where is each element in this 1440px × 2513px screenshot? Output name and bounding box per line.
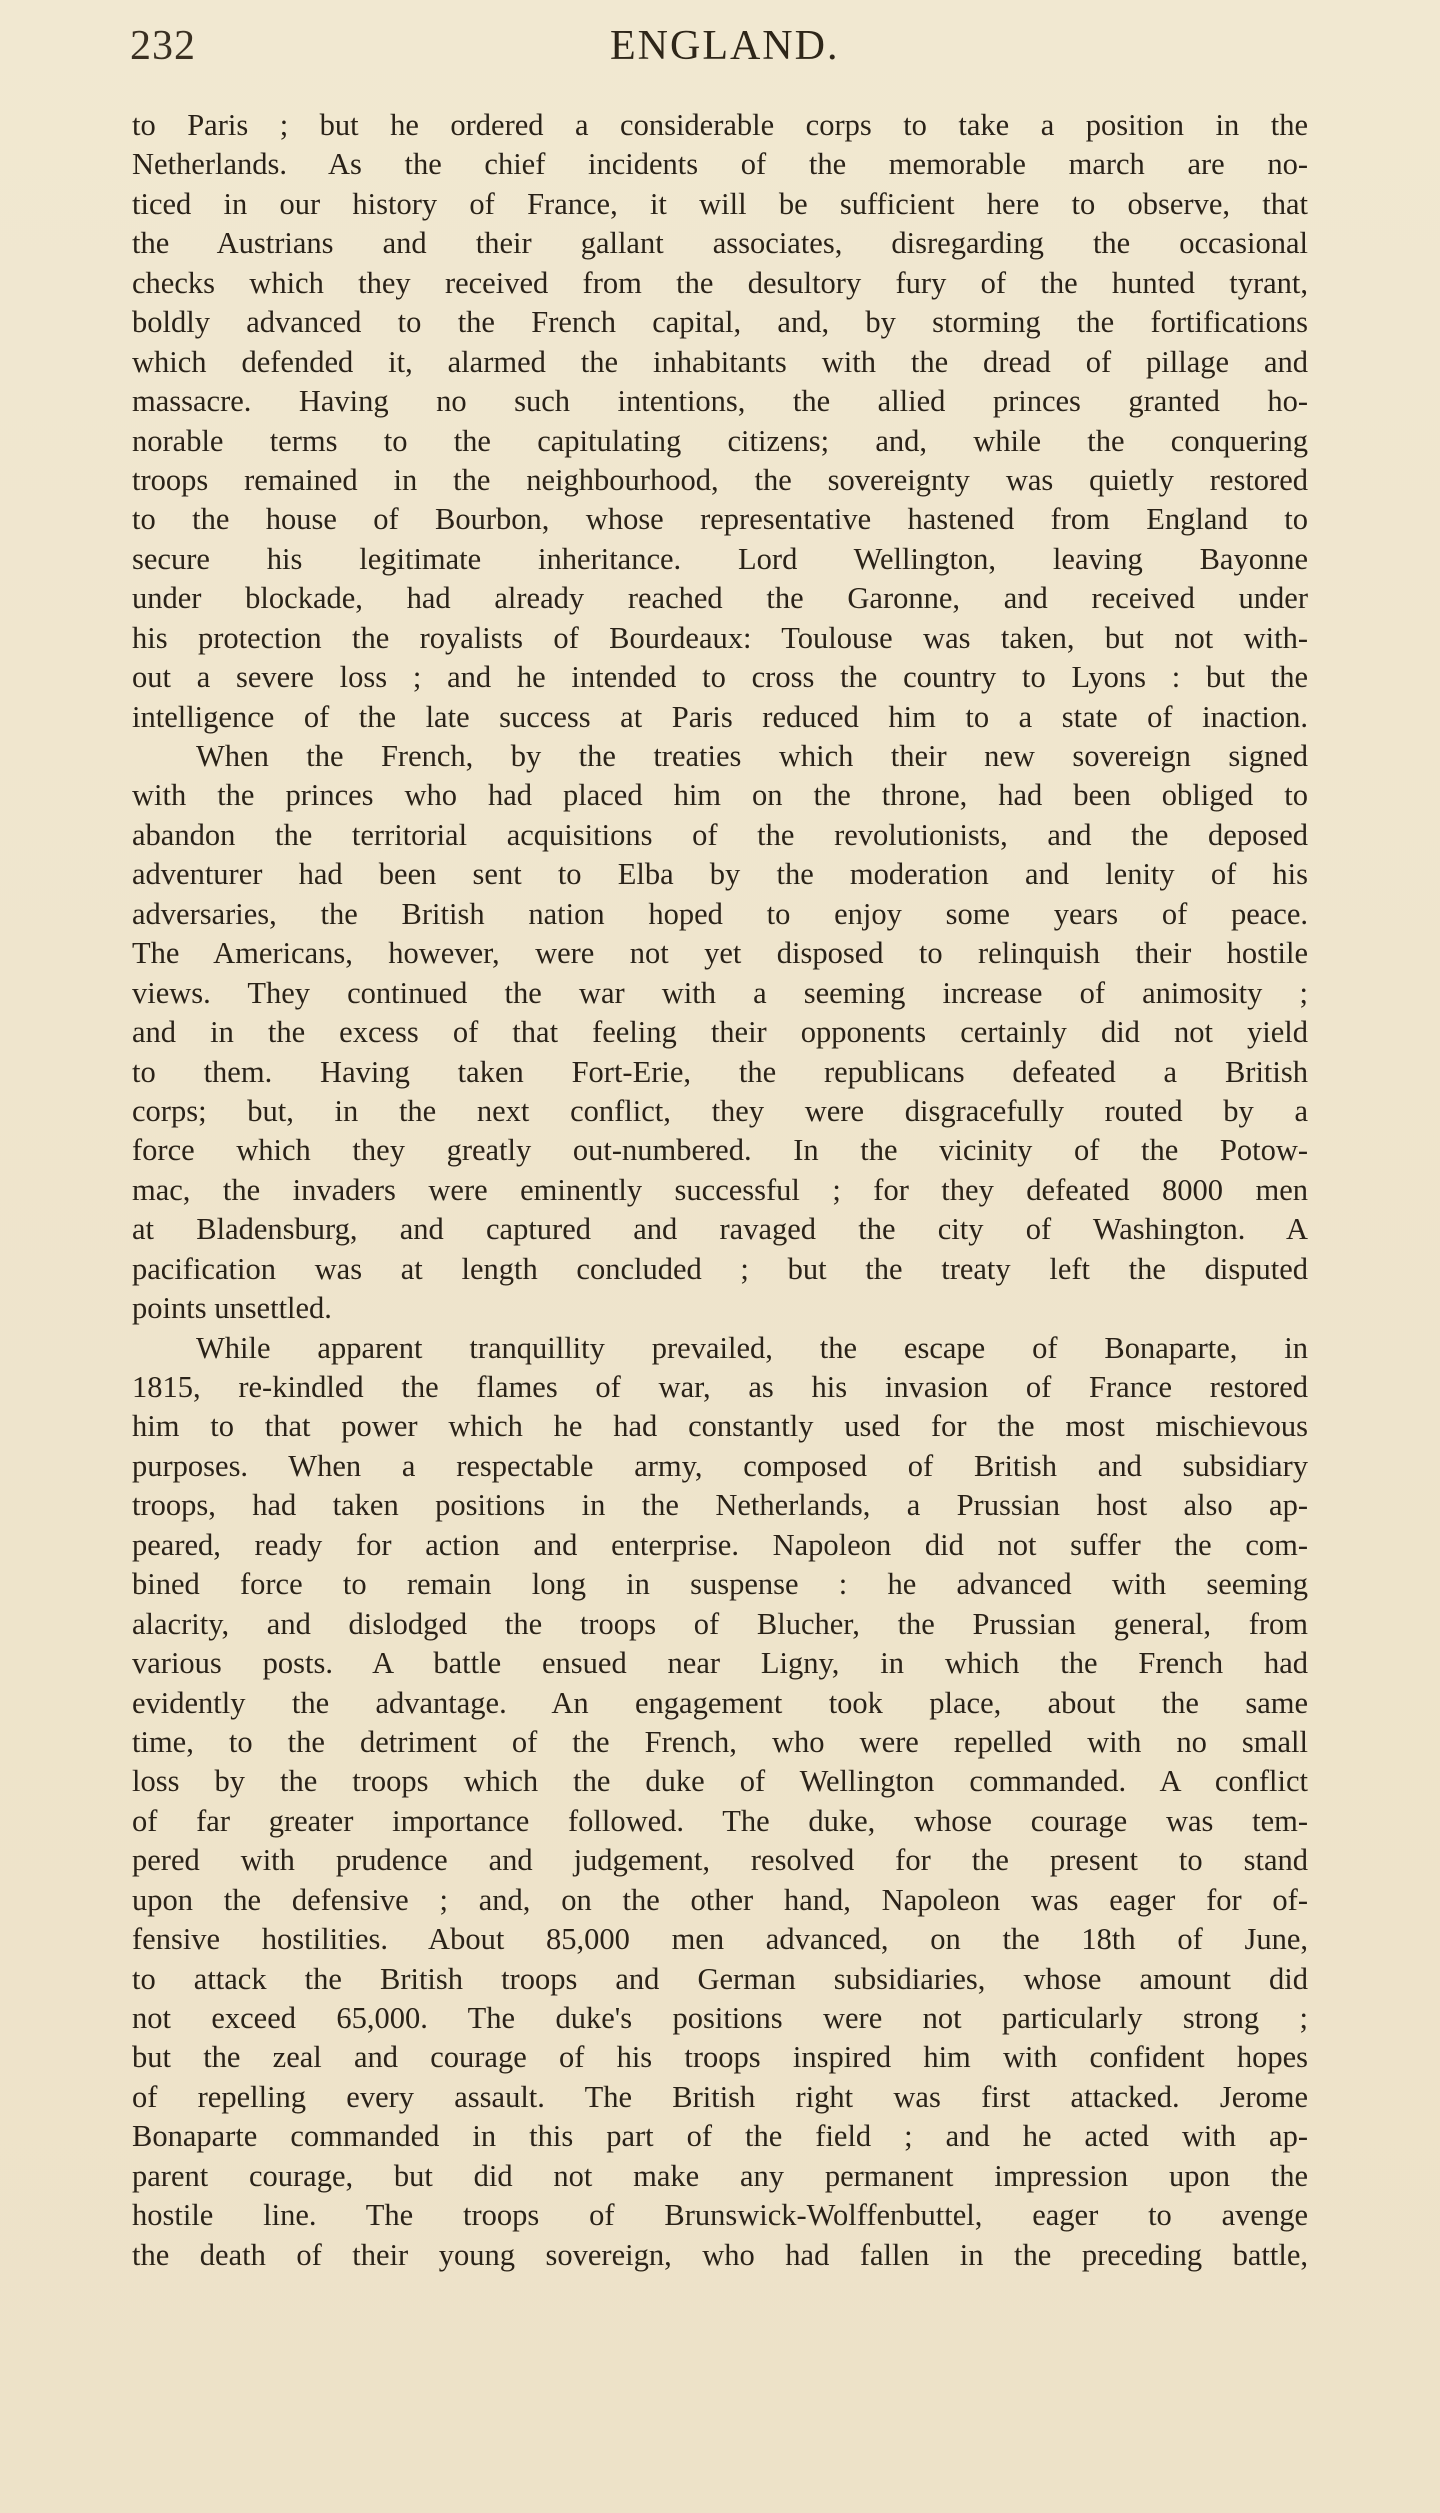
text-line: massacre. Having no such intentions, the allied princes granted ho- [132, 384, 1308, 419]
text-line: not exceed 65,000. The duke's positions were not particularly strong ; [132, 2001, 1308, 2035]
text-line: his protection the royalists of Bourdeaux: Toulouse was taken, but not with- [132, 620, 1308, 655]
running-head: ENGLAND. [610, 23, 840, 69]
text-line: adventurer had been sent to Elba by the moderation and lenity of his [132, 857, 1308, 892]
text-line: 1815, re-kindled the flames of war, as his invasion of France restored [132, 1370, 1308, 1404]
text-line: views. They continued the war with a seeming increase of animosity ; [132, 975, 1308, 1010]
text-line: When the French, by the treaties which their new sovereign signed [196, 739, 1308, 773]
text-line: purposes. When a respectable army, composed of British and subsidiary [132, 1448, 1308, 1483]
text-line: fensive hostilities. About 85,000 men advanced, on the 18th of June, [132, 1922, 1308, 1957]
page-number: 232 [130, 23, 196, 69]
text-line: The Americans, however, were not yet disposed to relinquish their hostile [132, 936, 1308, 971]
text-line: to them. Having taken Fort-Erie, the republicans defeated a British [132, 1054, 1308, 1089]
text-line: corps; but, in the next conflict, they were disgracefully routed by a [132, 1093, 1308, 1128]
page-header [130, 22, 1310, 82]
text-line: the Austrians and their gallant associates, disregarding the occasional [132, 226, 1308, 261]
text-line: and in the excess of that feeling their opponents certainly did not yield [132, 1015, 1308, 1050]
text-line: While apparent tranquillity prevailed, the escape of Bonaparte, in [196, 1330, 1308, 1365]
text-line: secure his legitimate inheritance. Lord Wellington, leaving Bayonne [132, 541, 1308, 576]
text-line: peared, ready for action and enterprise. Napoleon did not suffer the com- [132, 1527, 1308, 1562]
text-line: points unsettled. [132, 1291, 332, 1326]
text-line: bined force to remain long in suspense : he advanced with seeming [132, 1567, 1308, 1602]
text-line: adversaries, the British nation hoped to enjoy some years of peace. [132, 896, 1308, 931]
text-line: hostile line. The troops of Brunswick-Wolffenbuttel, eager to avenge [132, 2198, 1308, 2233]
text-line: boldly advanced to the French capital, and, by storming the fortifications [132, 305, 1308, 340]
text-line: time, to the detriment of the French, who were repelled with no small [132, 1724, 1308, 1759]
text-line: him to that power which he had constantly used for the most mischievous [132, 1409, 1308, 1444]
text-line: ticed in our history of France, it will be sufficient here to observe, that [132, 186, 1308, 221]
body-text [132, 106, 1308, 2275]
text-line: out a severe loss ; and he intended to cross the country to Lyons : but the [132, 660, 1308, 695]
text-line: intelligence of the late success at Paris reduced him to a state of inaction. [132, 699, 1308, 734]
text-line: alacrity, and dislodged the troops of Blucher, the Prussian general, from [132, 1606, 1308, 1641]
text-line: force which they greatly out-numbered. In the vicinity of the Potow- [132, 1133, 1308, 1168]
text-line: of repelling every assault. The British right was first attacked. Jerome [132, 2079, 1308, 2114]
text-line: with the princes who had placed him on the throne, had been obliged to [132, 778, 1308, 813]
text-line: under blockade, had already reached the Garonne, and received under [132, 581, 1308, 616]
text-line: evidently the advantage. An engagement took place, about the same [132, 1685, 1308, 1720]
text-line: at Bladensburg, and captured and ravaged the city of Washington. A [132, 1212, 1308, 1247]
text-line: the death of their young sovereign, who had fallen in the preceding battle, [132, 2237, 1308, 2272]
text-line: of far greater importance followed. The duke, whose courage was tem- [132, 1803, 1308, 1838]
text-line: mac, the invaders were eminently successful ; for they defeated 8000 men [132, 1172, 1308, 1207]
text-line: to attack the British troops and German subsidiaries, whose amount did [132, 1961, 1308, 1996]
text-line: upon the defensive ; and, on the other hand, Napoleon was eager for of- [132, 1882, 1308, 1917]
text-line: to the house of Bourbon, whose representative hastened from England to [132, 502, 1308, 537]
text-line: but the zeal and courage of his troops inspired him with confident hopes [132, 2040, 1308, 2075]
text-line: pered with prudence and judgement, resolved for the present to stand [132, 1843, 1308, 1878]
text-line: troops remained in the neighbourhood, the sovereignty was quietly restored [132, 462, 1308, 497]
text-line: Bonaparte commanded in this part of the field ; and he acted with ap- [132, 2119, 1308, 2154]
text-line: troops, had taken positions in the Netherlands, a Prussian host also ap- [132, 1488, 1308, 1523]
text-line: to Paris ; but he ordered a considerable corps to take a position in the [132, 108, 1308, 142]
text-line: which defended it, alarmed the inhabitants with the dread of pillage and [132, 344, 1308, 379]
text-line: loss by the troops which the duke of Wellington commanded. A conflict [132, 1764, 1308, 1799]
text-line: Netherlands. As the chief incidents of the memorable march are no- [132, 147, 1308, 182]
text-line: checks which they received from the desultory fury of the hunted tyrant, [132, 265, 1308, 300]
text-line: pacification was at length concluded ; but the treaty left the disputed [132, 1251, 1308, 1286]
text-line: various posts. A battle ensued near Ligny, in which the French had [132, 1646, 1308, 1681]
text-line: norable terms to the capitulating citizens; and, while the conquering [132, 423, 1308, 458]
text-line: abandon the territorial acquisitions of the revolutionists, and the deposed [132, 817, 1308, 852]
text-line: parent courage, but did not make any permanent impression upon the [132, 2158, 1308, 2193]
